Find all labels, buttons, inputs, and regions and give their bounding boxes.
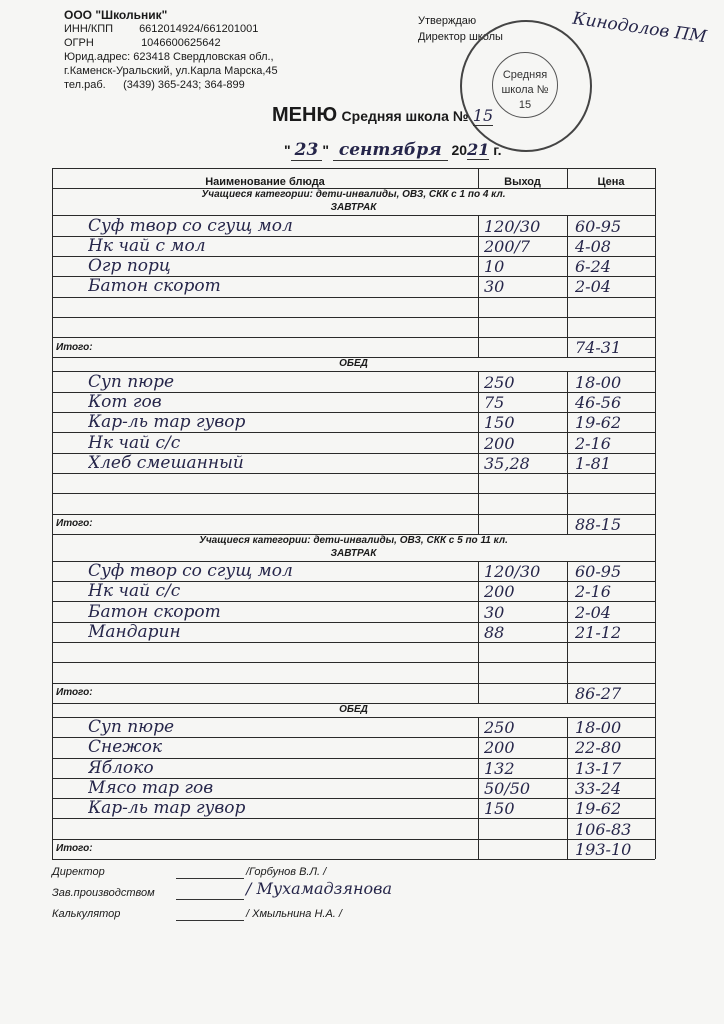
dish-output: 200 bbox=[484, 738, 515, 758]
dish-output: 30 bbox=[484, 602, 505, 622]
table-rule bbox=[52, 662, 655, 663]
dish-name: Нк чай с/с bbox=[88, 432, 181, 453]
date-year-end: г. bbox=[493, 142, 502, 158]
meal-header: ЗАВТРАК bbox=[330, 547, 377, 559]
dish-price: 13-17 bbox=[575, 758, 622, 778]
signature-name: / Хмыльнина Н.А. / bbox=[246, 908, 342, 920]
approve-director-label: Директор школы bbox=[418, 31, 503, 43]
dish-name: Суп пюре bbox=[88, 717, 175, 738]
table-rule bbox=[52, 642, 655, 643]
total-label: Итого: bbox=[56, 687, 93, 699]
signature-row bbox=[52, 879, 652, 904]
dish-output: 35,28 bbox=[484, 453, 530, 473]
signature-line bbox=[176, 878, 244, 879]
dish-name: Кар-ль тар гувор bbox=[88, 798, 246, 819]
category-header: Учащиеся категории: дети-инвалиды, ОВЗ, СКК с 1 по 4 кл. bbox=[201, 189, 506, 201]
dish-output: 132 bbox=[484, 758, 515, 778]
dish-price: 18-00 bbox=[575, 372, 622, 392]
meal-header: ОБЕД bbox=[339, 703, 368, 715]
dish-name: Суф твор со сгущ мол bbox=[88, 215, 293, 236]
org-address-label: Юрид.адрес: bbox=[64, 51, 131, 63]
total-label: Итого: bbox=[56, 518, 93, 530]
dish-name: Батон скорот bbox=[88, 601, 221, 622]
dish-output: 10 bbox=[484, 257, 505, 277]
signature-row bbox=[52, 907, 652, 925]
table-border-right bbox=[655, 168, 656, 859]
dish-output: 150 bbox=[484, 799, 515, 819]
signature-line bbox=[176, 899, 244, 900]
col-header-name: Наименование блюда bbox=[205, 176, 325, 189]
col-divider-output bbox=[478, 561, 479, 703]
col-divider-price bbox=[567, 717, 568, 859]
dish-price: 21-12 bbox=[575, 622, 622, 642]
dish-name: Мясо тар гов bbox=[88, 778, 214, 799]
title-menu: МЕНЮ bbox=[272, 104, 338, 126]
total-label: Итого: bbox=[56, 341, 93, 353]
approve-signature: Кинодолов ПМ bbox=[571, 8, 708, 48]
dish-price: 2-16 bbox=[575, 433, 611, 453]
org-address-1: 623418 Свердловская обл., bbox=[133, 51, 274, 63]
dish-output: 200 bbox=[484, 433, 515, 453]
col-divider-price bbox=[567, 371, 568, 533]
dish-price: 19-62 bbox=[575, 413, 622, 433]
dish-output: 250 bbox=[484, 718, 515, 738]
col-divider-price bbox=[567, 561, 568, 703]
col-header-price: Цена bbox=[597, 176, 625, 189]
total-value: 193-10 bbox=[575, 839, 632, 859]
extra-price: 106-83 bbox=[575, 819, 632, 839]
org-ogrn: 1046600625642 bbox=[141, 37, 221, 49]
table-rule bbox=[52, 493, 655, 494]
col-header-output: Выход bbox=[504, 176, 541, 189]
org-name: ООО "Школьник" bbox=[64, 8, 168, 22]
dish-name: Кар-ль тар гувор bbox=[88, 412, 246, 433]
col-divider-output bbox=[478, 215, 479, 357]
col-divider-output bbox=[478, 717, 479, 859]
dish-output: 250 bbox=[484, 372, 515, 392]
dish-name: Огр порц bbox=[88, 256, 171, 277]
table-rule bbox=[52, 317, 655, 318]
dish-name: Нк чай с мол bbox=[88, 235, 206, 256]
org-phone: (3439) 365-243; 364-899 bbox=[123, 79, 245, 91]
signature-line bbox=[176, 920, 244, 921]
table-rule bbox=[52, 818, 655, 819]
dish-name: Мандарин bbox=[88, 621, 181, 642]
col-divider-price bbox=[567, 168, 568, 188]
signature-role: Зав.производством bbox=[52, 887, 155, 899]
dish-name: Нк чай с/с bbox=[88, 581, 181, 602]
total-value: 86-27 bbox=[575, 683, 622, 703]
dish-price: 22-80 bbox=[575, 738, 622, 758]
dish-name: Яблоко bbox=[88, 757, 154, 778]
signature-role: Калькулятор bbox=[52, 908, 121, 920]
meal-header: ЗАВТРАК bbox=[330, 202, 377, 214]
menu-date: " 23 " сентября 2021 г. bbox=[284, 140, 502, 160]
school-stamp-text: Средняя школа № 15 bbox=[501, 69, 549, 111]
dish-output: 50/50 bbox=[484, 779, 531, 799]
dish-price: 2-16 bbox=[575, 582, 611, 602]
dish-output: 75 bbox=[484, 392, 505, 412]
dish-name: Снежок bbox=[88, 737, 162, 758]
table-rule bbox=[52, 473, 655, 474]
meal-header: ОБЕД bbox=[339, 358, 368, 370]
dish-price: 33-24 bbox=[575, 779, 622, 799]
dish-price: 4-08 bbox=[575, 236, 611, 256]
date-year-prefix: 20 bbox=[451, 142, 468, 158]
dish-output: 120/30 bbox=[484, 562, 541, 582]
dish-output: 200/7 bbox=[484, 236, 531, 256]
org-address-2: г.Каменск-Уральский, ул.Карла Марска,45 bbox=[64, 65, 278, 77]
total-label: Итого: bbox=[56, 843, 93, 855]
dish-output: 120/30 bbox=[484, 216, 541, 236]
col-divider-output bbox=[478, 168, 479, 188]
org-inn-label: ИНН/КПП bbox=[64, 23, 114, 35]
dish-name: Батон скорот bbox=[88, 276, 221, 297]
dish-output: 150 bbox=[484, 413, 515, 433]
org-ogrn-label: ОГРН bbox=[64, 37, 94, 49]
signature-role: Директор bbox=[52, 866, 105, 878]
col-divider-price bbox=[567, 215, 568, 357]
date-year-suffix: 21 bbox=[467, 140, 490, 159]
date-day: 23 bbox=[291, 140, 323, 161]
table-rule bbox=[52, 297, 655, 298]
dish-price: 60-95 bbox=[575, 216, 622, 236]
dish-output: 200 bbox=[484, 582, 515, 602]
title-school: Средняя школа № bbox=[341, 108, 469, 124]
dish-price: 18-00 bbox=[575, 718, 622, 738]
dish-price: 1-81 bbox=[575, 453, 611, 473]
col-divider-output bbox=[478, 371, 479, 533]
dish-name: Суп пюре bbox=[88, 371, 175, 392]
dish-output: 88 bbox=[484, 622, 505, 642]
dish-output: 30 bbox=[484, 277, 505, 297]
org-inn: 6612014924/661201001 bbox=[139, 23, 259, 35]
title-school-no: 15 bbox=[472, 106, 494, 125]
dish-name: Кот гов bbox=[88, 391, 162, 412]
dish-price: 2-04 bbox=[575, 277, 611, 297]
dish-price: 19-62 bbox=[575, 799, 622, 819]
category-header: Учащиеся категории: дети-инвалиды, ОВЗ, СКК с 5 по 11 кл. bbox=[199, 534, 508, 546]
date-month: сентября bbox=[333, 140, 448, 161]
dish-price: 60-95 bbox=[575, 562, 622, 582]
signature-name: /Горбунов В.Л. / bbox=[246, 866, 327, 878]
org-phone-label: тел.раб. bbox=[64, 79, 106, 91]
total-value: 74-31 bbox=[575, 338, 622, 358]
dish-name: Суф твор со сгущ мол bbox=[88, 561, 293, 582]
approve-label: Утверждаю bbox=[418, 15, 477, 27]
table-rule bbox=[52, 859, 655, 860]
dish-price: 6-24 bbox=[575, 257, 611, 277]
table-border-left bbox=[52, 168, 53, 859]
dish-name: Хлеб смешанный bbox=[88, 452, 244, 473]
dish-price: 46-56 bbox=[575, 392, 622, 412]
total-value: 88-15 bbox=[575, 514, 622, 534]
dish-price: 2-04 bbox=[575, 602, 611, 622]
signature-name: / Мухамадзянова bbox=[246, 879, 392, 898]
